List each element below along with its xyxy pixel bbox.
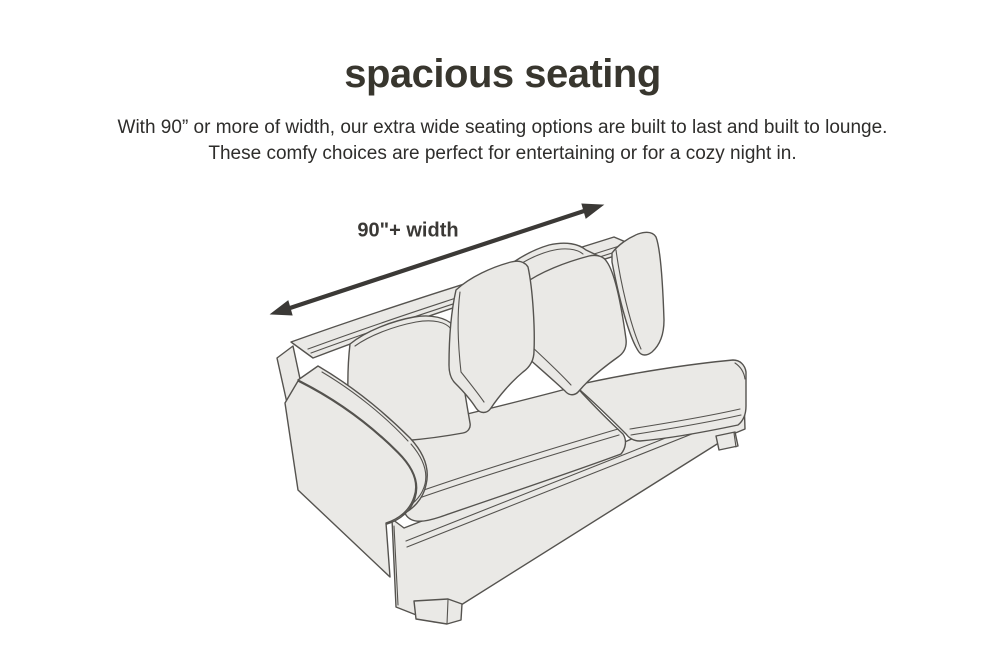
width-dimension-label: 90"+ width — [357, 219, 459, 242]
dimension-arrowhead-right — [582, 204, 603, 218]
sofa-front-foot — [414, 599, 462, 624]
page-title: spacious seating — [344, 52, 661, 96]
description-line-1: With 90” or more of width, our extra wide seating options are built to last and built to lounge. — [117, 117, 888, 138]
throw-pillow-right — [521, 255, 626, 394]
dimension-arrowhead-left — [271, 301, 292, 315]
throw-pillow-left — [449, 261, 534, 412]
description-line-2: These comfy choices are perfect for entertaining or for a cozy night in. — [208, 143, 797, 164]
